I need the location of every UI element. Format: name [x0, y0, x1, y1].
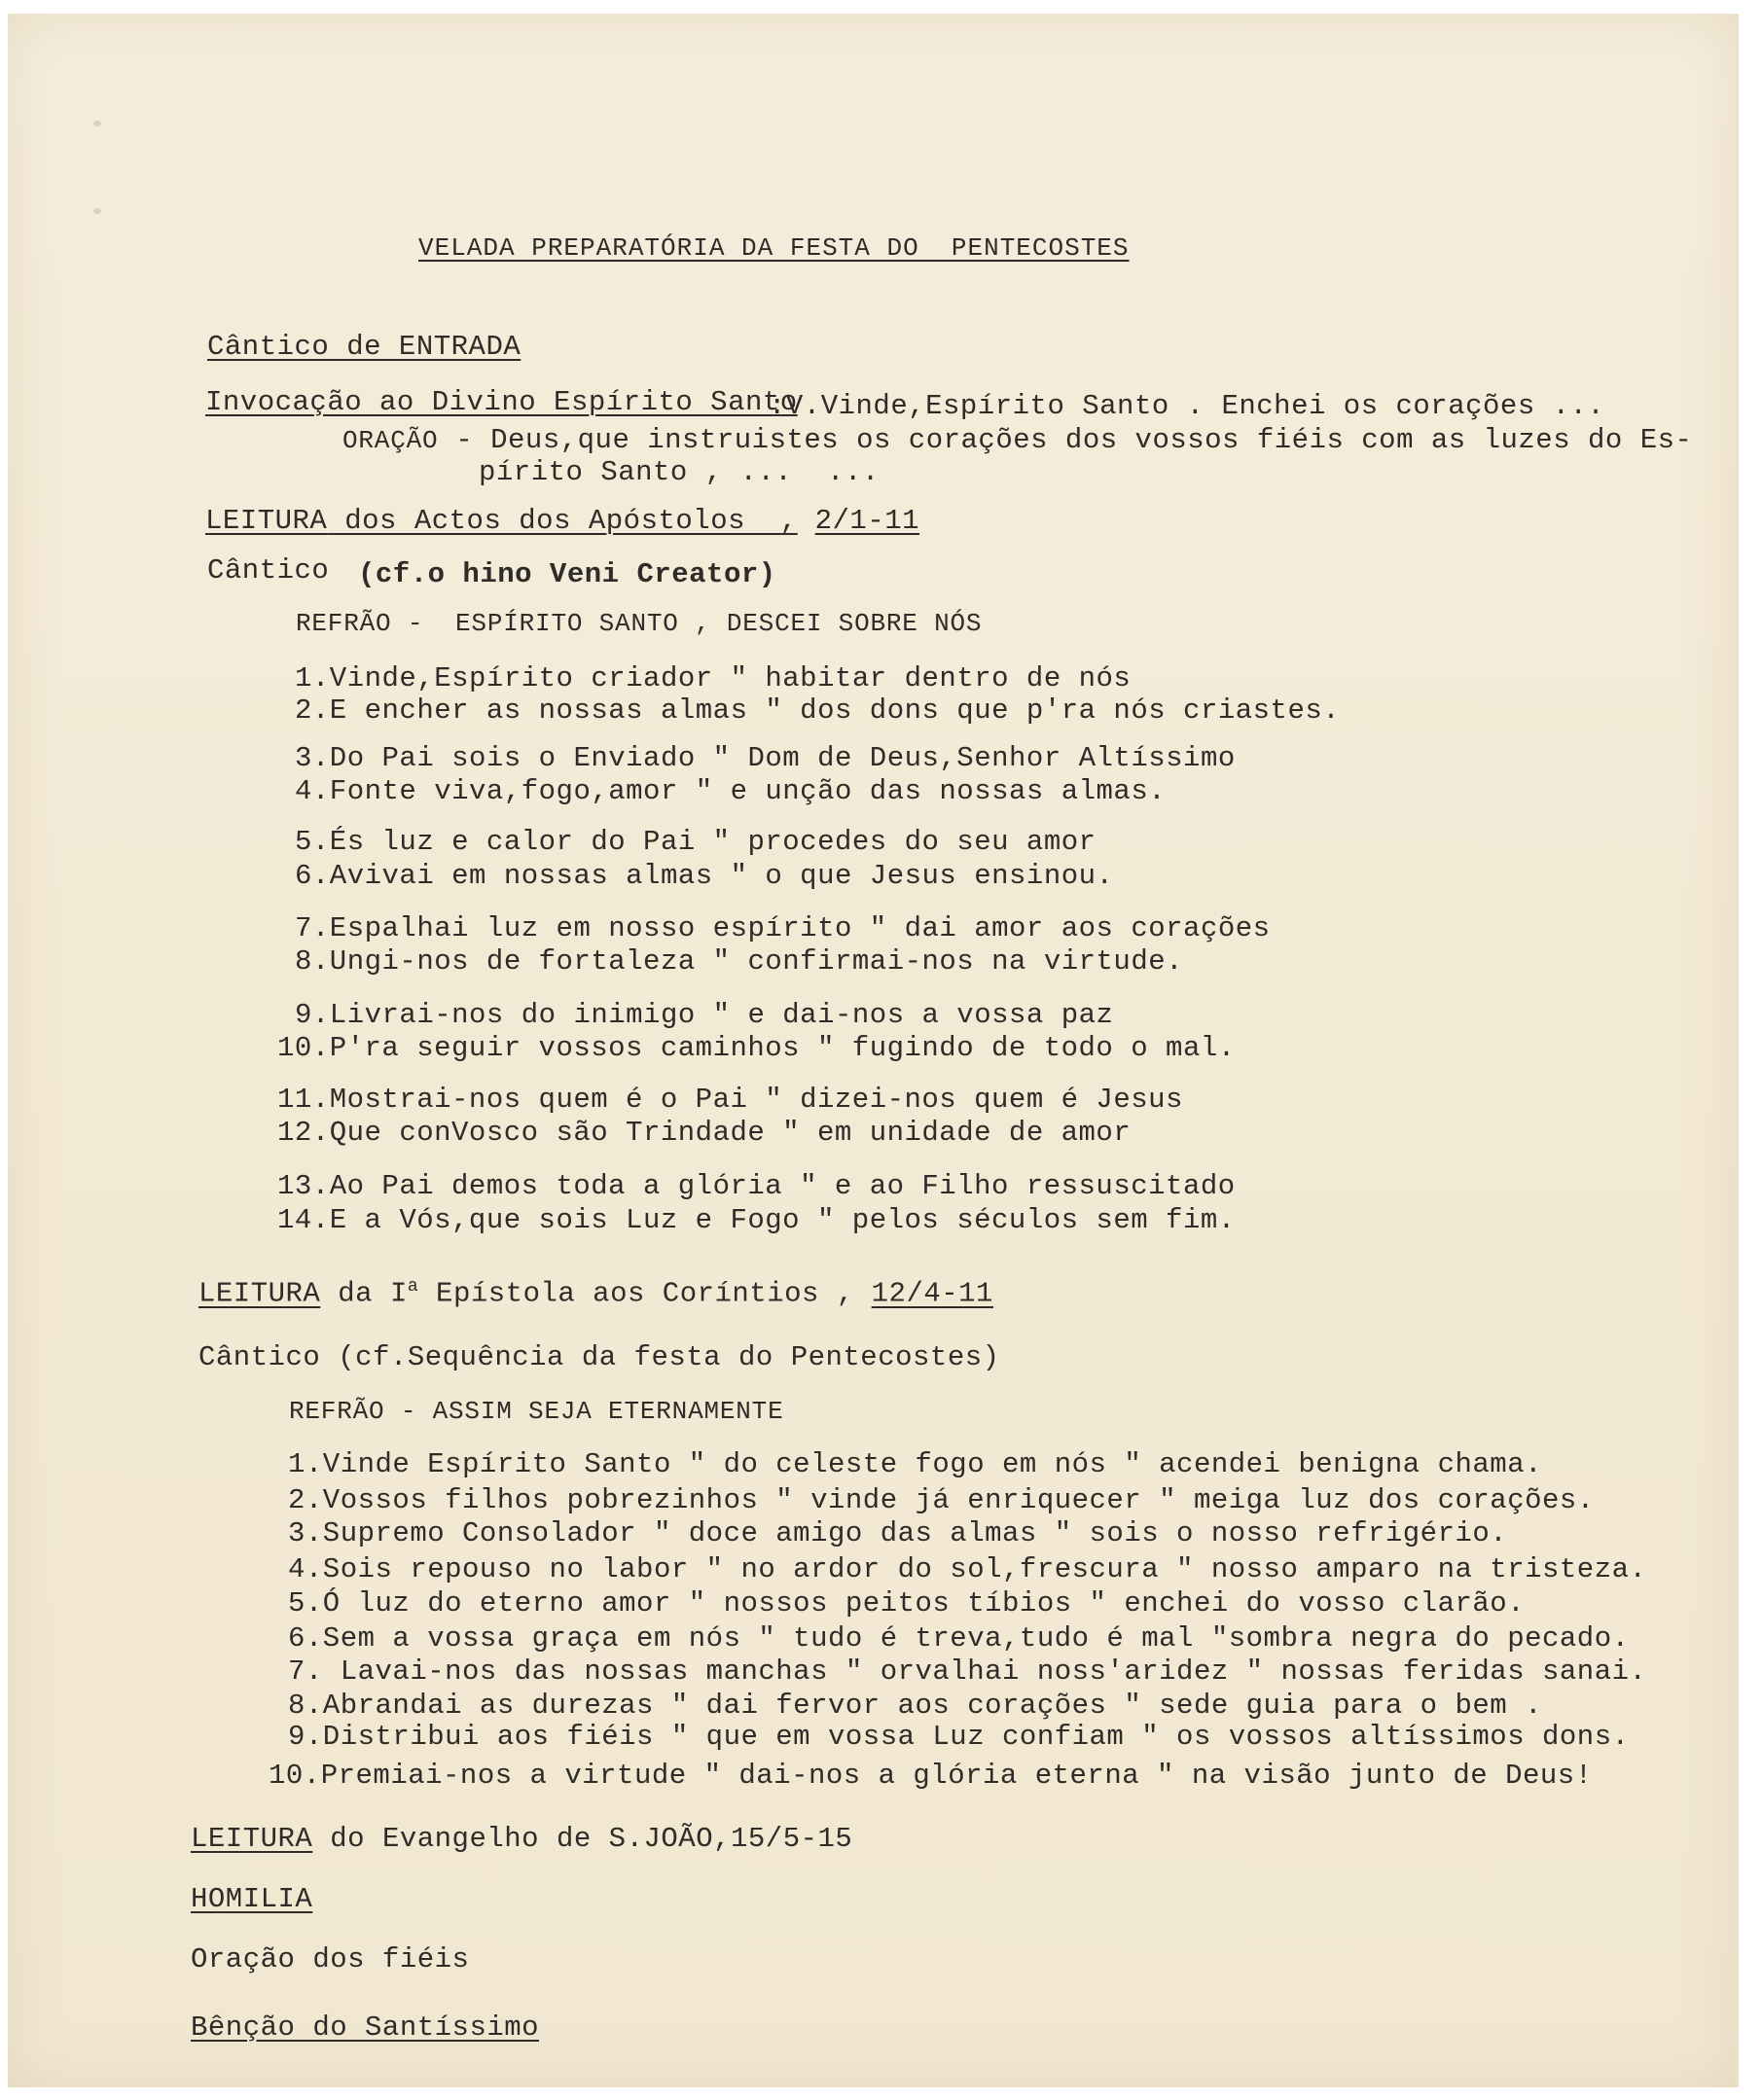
- hymn1-line: 8.Ungi-nos de fortaleza " confirmai-nos na virtude.: [295, 945, 1184, 978]
- oracao-label: ORAÇÃO: [342, 426, 439, 455]
- oracao-line2: pírito Santo , ... ...: [479, 456, 880, 488]
- leitura2-ref: 12/4-11: [871, 1277, 993, 1310]
- hymn1-line: 11.Mostrai-nos quem é o Pai " dizei-nos quem é Jesus: [277, 1084, 1183, 1116]
- hymn1-line: 4.Fonte viva,fogo,amor " e unção das nossas almas.: [295, 775, 1167, 807]
- hymn2-line: 1.Vinde Espírito Santo " do celeste fogo em nós " acendei benigna chama.: [288, 1448, 1543, 1480]
- hymn1-line: 7.Espalhai luz em nosso espírito " dai amor aos corações: [295, 912, 1271, 944]
- leitura2-sup: a: [407, 1277, 419, 1297]
- invocacao-heading: Invocação ao Divino Espírito Santo: [205, 386, 798, 418]
- hymn2-line: 8.Abrandai as durezas " dai fervor aos corações " sede guia para o bem .: [288, 1690, 1543, 1722]
- leitura1-text: dos Actos dos Apóstolos ,: [327, 505, 798, 537]
- leitura2: [198, 1270, 993, 1311]
- hymn2-line: 9.Distribui aos fiéis " que em vossa Luz confiam " os vossos altíssimos dons.: [288, 1721, 1630, 1753]
- cantico2-refrain: REFRÃO - ASSIM SEJA ETERNAMENTE: [289, 1397, 784, 1426]
- hymn1-line: 1.Vinde,Espírito criador " habitar dentro de nós: [295, 662, 1132, 694]
- hymn1-line: 2.E encher as nossas almas " dos dons que p'ra nós criastes.: [295, 694, 1341, 727]
- hymn1-line: 6.Avivai em nossas almas " o que Jesus ensinou.: [295, 860, 1114, 892]
- oracao-line1: [342, 424, 1692, 457]
- leitura3: [191, 1823, 852, 1856]
- punch-mark: [93, 208, 101, 214]
- hymn1-line: 10.P'ra seguir vossos caminhos " fugindo de todo o mal.: [277, 1032, 1236, 1064]
- invocacao-verse: :V.Vinde,Espírito Santo . Enchei os corações ...: [769, 390, 1605, 422]
- hymn1-line: 12.Que conVosco são Trindade " em unidade de amor: [277, 1117, 1132, 1149]
- hymn1-line: 13.Ao Pai demos toda a glória " e ao Filho ressuscitado: [277, 1170, 1236, 1202]
- leitura1-ref: 2/1-11: [814, 505, 920, 537]
- oracao-fieis: Oração dos fiéis: [191, 1943, 470, 1975]
- hymn1-line: 5.És luz e calor do Pai " procedes do seu amor: [295, 826, 1097, 858]
- hymn2-line: 7. Lavai-nos das nossas manchas " orvalhai noss'aridez " nossas feridas sanai.: [288, 1655, 1647, 1688]
- hymn2-line: 5.Ó luz do eterno amor " nossos peitos tíbios " enchei do vosso clarão.: [288, 1587, 1526, 1619]
- hymn2-line: 3.Supremo Consolador " doce amigo das almas " sois o nosso refrigério.: [288, 1517, 1508, 1549]
- hymn1-line: 14.E a Vós,que sois Luz e Fogo " pelos séculos sem fim.: [277, 1204, 1236, 1236]
- bencao-heading: Bênção do Santíssimo: [191, 2011, 540, 2044]
- homilia-heading: HOMILIA: [191, 1883, 313, 1915]
- hymn2-line: 4.Sois repouso no labor " no ardor do sol,frescura " nosso amparo na tristeza.: [288, 1553, 1647, 1585]
- leitura2-label: LEITURA: [198, 1277, 321, 1310]
- cantico1-note: (cf.o hino Veni Creator): [358, 558, 776, 590]
- entrada-heading: Cântico de ENTRADA: [207, 331, 521, 363]
- leitura2-post: Epístola aos Coríntios ,: [418, 1277, 854, 1310]
- hymn2-line: 2.Vossos filhos pobrezinhos " vinde já enriquecer " meiga luz dos corações.: [288, 1484, 1595, 1516]
- leitura1: [205, 505, 919, 538]
- hymn1-line: 3.Do Pai sois o Enviado " Dom de Deus,Senhor Altíssimo: [295, 742, 1236, 774]
- leitura2-pre: da I: [320, 1277, 408, 1310]
- cantico1-refrain: REFRÃO - ESPÍRITO SANTO , DESCEI SOBRE NÓS: [296, 609, 983, 638]
- punch-mark: [93, 121, 101, 126]
- page-title: VELADA PREPARATÓRIA DA FESTA DO PENTECOSTES: [418, 233, 1130, 263]
- hymn2-line: 6.Sem a vossa graça em nós " tudo é treva,tudo é mal "sombra negra do pecado.: [288, 1622, 1630, 1655]
- oracao-text: - Deus,que instruistes os corações dos vossos fiéis com as luzes do Es-: [438, 424, 1693, 456]
- leitura3-label: LEITURA: [191, 1823, 313, 1855]
- cantico2-heading: Cântico (cf.Sequência da festa do Pentecostes): [198, 1341, 1000, 1373]
- cantico1-label: Cântico: [207, 554, 330, 587]
- hymn1-line: 9.Livrai-nos do inimigo " e dai-nos a vossa paz: [295, 999, 1114, 1031]
- leitura1-label: LEITURA: [205, 505, 328, 537]
- hymn2-line: 10.Premiai-nos a virtude " dai-nos a glória eterna " na visão junto de Deus!: [269, 1760, 1593, 1792]
- leitura3-text: do Evangelho de S.JOÃO,15/5-15: [312, 1823, 853, 1855]
